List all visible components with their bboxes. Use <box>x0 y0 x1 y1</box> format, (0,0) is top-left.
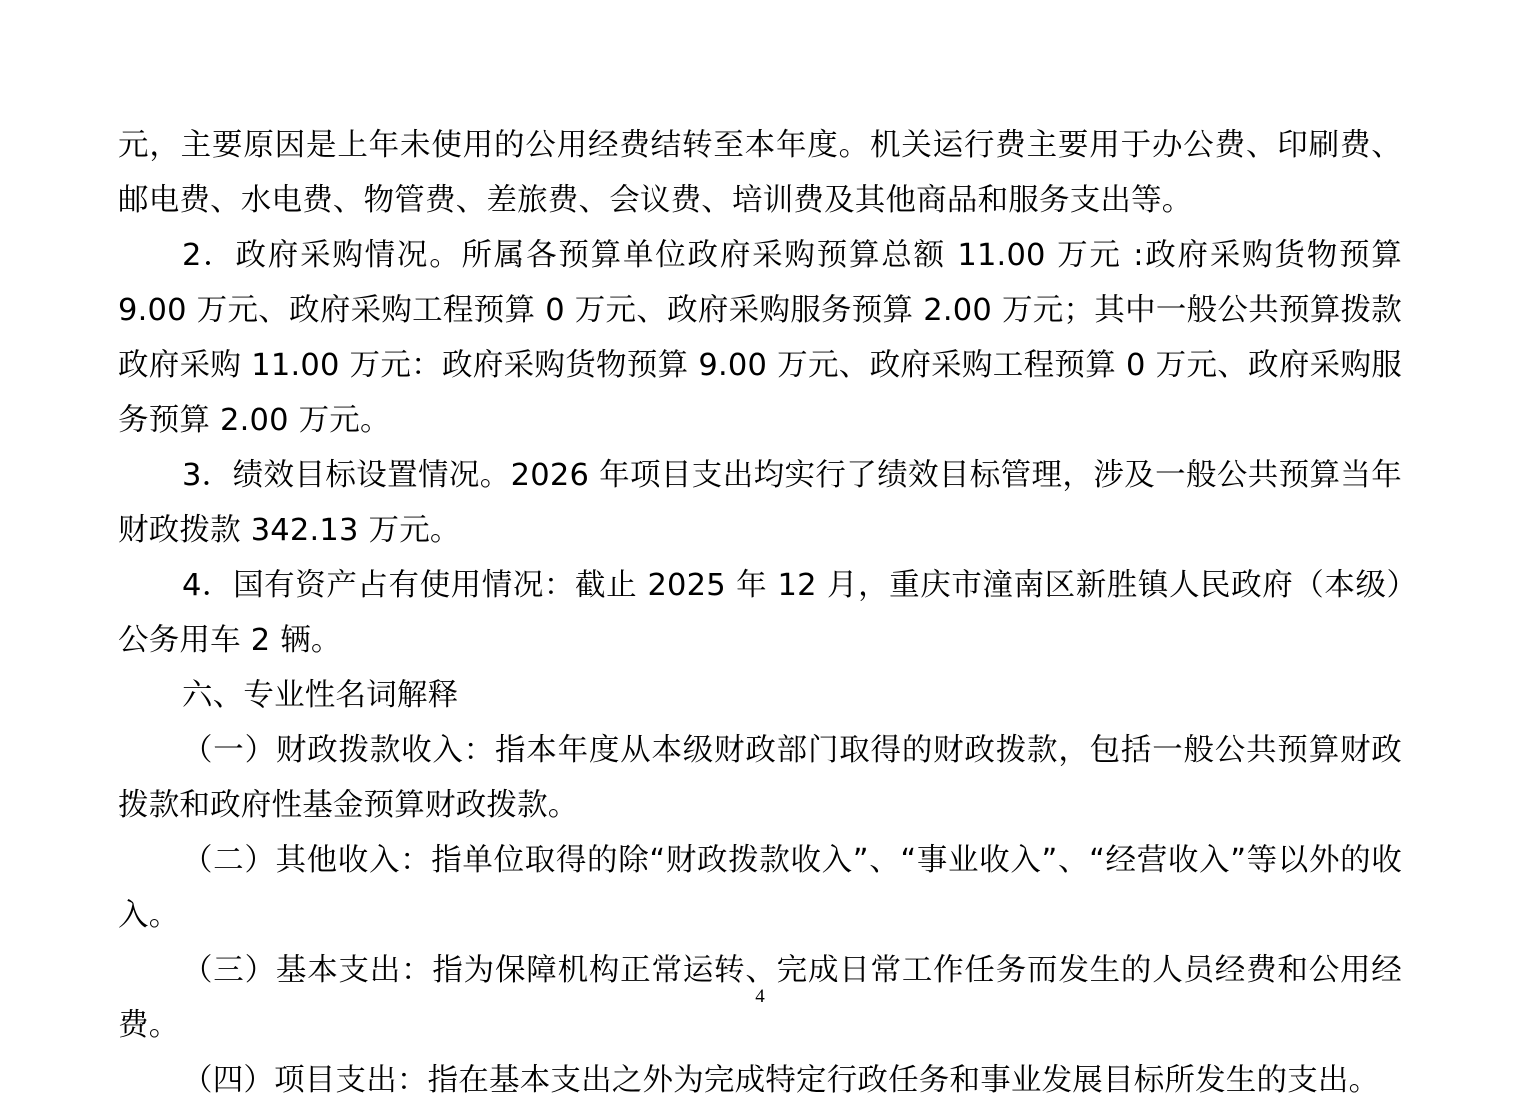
paragraph-item-3: 3．绩效目标设置情况。2026 年项目支出均实行了绩效目标管理，涉及一般公共预算当年财政拨款 342.13 万元。 <box>118 458 1402 548</box>
definition-item-1: （一）财政拨款收入：指本年度从本级财政部门取得的财政拨款，包括一般公共预算财政拨款和政府性基金预算财政拨款。 <box>118 733 1402 823</box>
paragraph-continued: 元，主要原因是上年未使用的公用经费结转至本年度。机关运行费主要用于办公费、印刷费、邮电费、水电费、物管费、差旅费、会议费、培训费及其他商品和服务支出等。 <box>118 128 1402 218</box>
definition-item-4: （四）项目支出：指在基本支出之外为完成特定行政任务和事业发展目标所发生的支出。 <box>182 1063 1380 1098</box>
document-body <box>118 118 1402 1108</box>
definition-item-3: （三）基本支出：指为保障机构正常运转、完成日常工作任务而发生的人员经费和公用经费。 <box>118 953 1402 1043</box>
paragraph-item-4: 4．国有资产占有使用情况：截止 2025 年 12 月，重庆市潼南区新胜镇人民政府（本级）公务用车 2 辆。 <box>118 568 1402 658</box>
section-heading-six: 六、专业性名词解释 <box>182 678 459 713</box>
page-number: 4 <box>755 986 765 1007</box>
definition-item-2: （二）其他收入：指单位取得的除“财政拨款收入”、“事业收入”、“经营收入”等以外的收入。 <box>118 843 1402 933</box>
paragraph-item-2: 2．政府采购情况。所属各预算单位政府采购预算总额 11.00 万元 :政府采购货物预算 9.00 万元、政府采购工程预算 0 万元、政府采购服务预算 2.00 万元；其中一般公共预算拨款政府采购 11.00 万元：政府采购货物预算 9.00 万元、政府采购工程预算 0 万元、政府采购服务预算 2.00 万元。 <box>118 238 1402 438</box>
